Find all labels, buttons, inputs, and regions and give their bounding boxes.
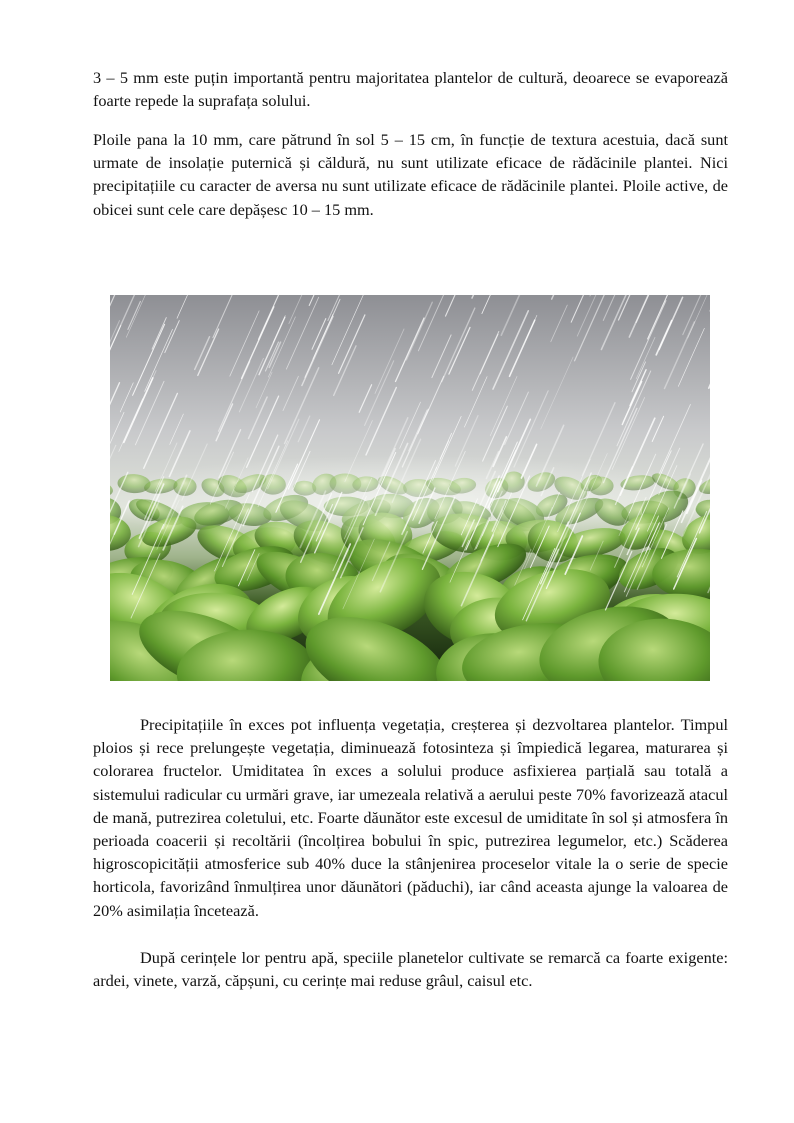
rain-photo-illustration: [110, 295, 710, 681]
paragraph-rain-evaporation: 3 – 5 mm este puțin importantă pentru majoritatea plantelor de cultură, deoarece se evaporează foarte repede la suprafața solului.: [93, 68, 728, 111]
paragraph-water-requirements: După cerințele lor pentru apă, speciile planetelor cultivate se remarcă ca foarte exigente: ardei, vinete, varză, căpșuni, cu cerințe mai reduse grâul, caisul etc.: [93, 948, 728, 991]
paragraph-excess-precipitation: Precipitațiile în exces pot influența vegetația, creșterea și dezvoltarea plantelor. Timpul ploios și rece prelungește vegetația, diminuează fotosinteza și împiedică legarea, maturarea și colorarea fructelor. Umiditatea în exces a solului produce asfixierea parțială sau totală a sistemului radicular cu urmări grave, iar umezeala relativă a aerului peste 70% favorizează atacul de mană, putrezirea coletului, etc. Foarte dăunător este excesul de umiditate în sol și atmosfera în perioada coacerii și recoltării (încolțirea bobului în spic, putrezirea legumelor, etc.) Scăderea higroscopicității atmosferice sub 40% duce la stânjenirea proceselor vitale la o serie de specie horticola, favorizând înmulțirea unor dăunători (păduchi), iar când aceasta ajunge la valoarea de 20% asimilația încetează.: [93, 715, 728, 920]
paragraph-rain-absorption: Ploile pana la 10 mm, care pătrund în sol 5 – 15 cm, în funcție de textura acestuia, dacă sunt urmate de insolație puternică și căldură, nu sunt utilizate eficace de rădăcinile plantei. Nici precipitațiile cu caracter de aversa nu sunt utilizate eficace de rădăcinile plantei. Ploile active, de obicei sunt cele care depășesc 10 – 15 mm.: [93, 130, 728, 219]
rain-on-plants-photo: [110, 295, 710, 681]
